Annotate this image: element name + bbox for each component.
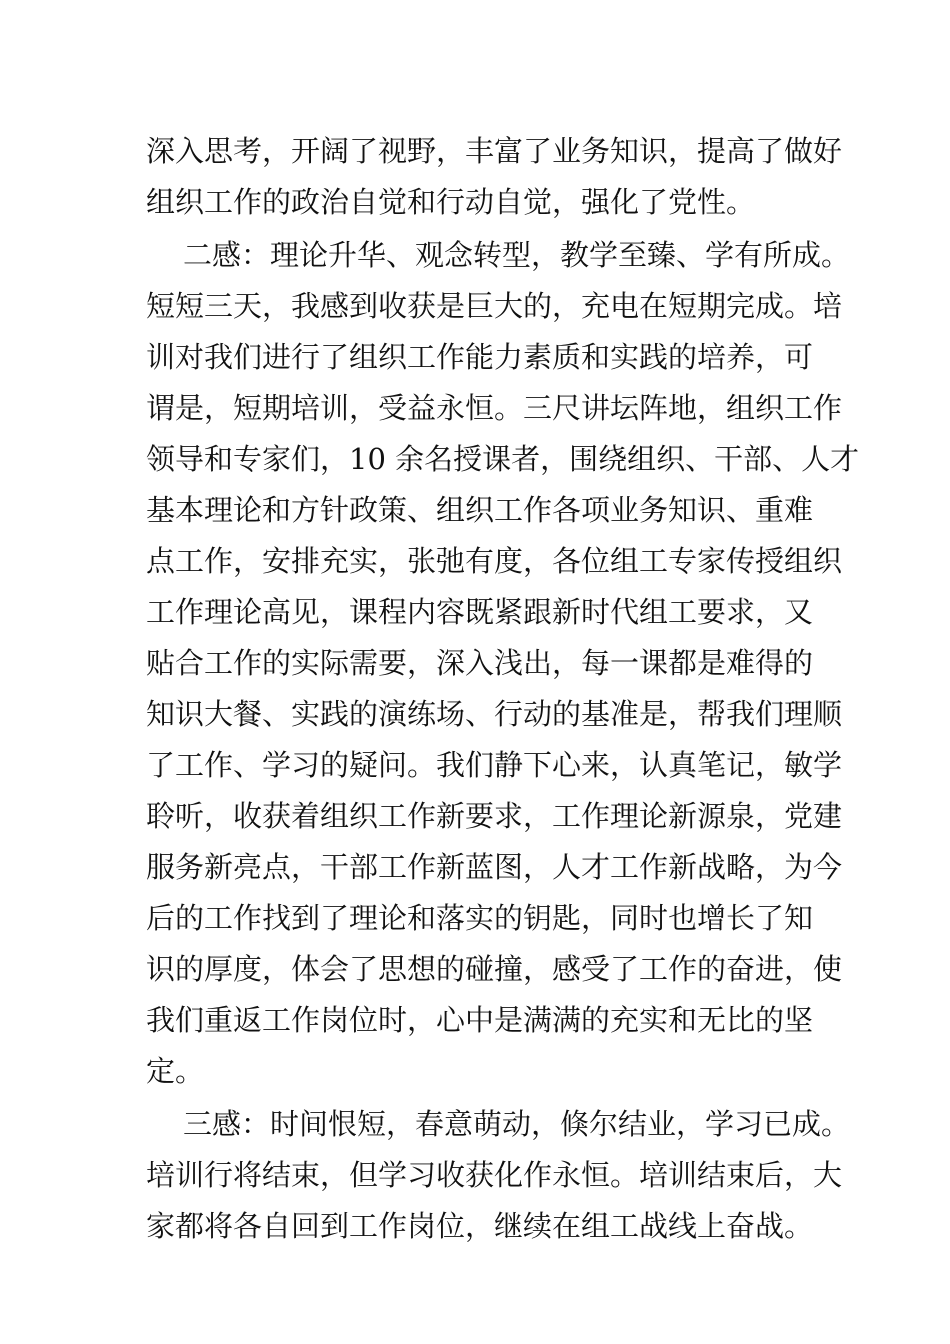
paragraph [146,1099,851,1252]
text-line: 基本理论和方针政策、组织工作各项业务知识、重难 [146,493,814,527]
text-line: 培训行将结束，但学习收获化作永恒。培训结束后，大 [146,1158,843,1192]
text-line: 聆听，收获着组织工作新要求，工作理论新源泉，党建 [146,799,843,833]
text-line: 领导和专家们，10 余名授课者，围绕组织、干部、人才 [146,442,860,476]
text-line: 谓是，短期培训，受益永恒。三尺讲坛阵地，组织工作 [146,391,843,425]
text-line: 贴合工作的实际需要，深入浅出，每一课都是难得的 [146,646,814,680]
text-line: 后的工作找到了理论和落实的钥匙，同时也增长了知 [146,901,814,935]
text-line: 知识大餐、实践的演练场、行动的基准是，帮我们理顺 [146,697,843,731]
text-line: 训对我们进行了组织工作能力素质和实践的培养，可 [146,340,814,374]
paragraph [146,126,843,228]
text-line: 家都将各自回到工作岗位，继续在组工战线上奋战。 [146,1209,814,1243]
text-line: 了工作、学习的疑问。我们静下心来，认真笔记，敏学 [146,748,843,782]
text-line: 点工作，安排充实，张弛有度，各位组工专家传授组织 [146,544,843,578]
text-line: 三感：时间恨短，春意萌动，倏尔结业，学习已成。 [183,1107,851,1141]
body-text [146,126,860,1252]
text-line: 短短三天，我感到收获是巨大的，充电在短期完成。培 [146,289,843,323]
text-line: 组织工作的政治自觉和行动自觉，强化了党性。 [146,185,756,219]
text-line: 识的厚度，体会了思想的碰撞，感受了工作的奋进，使 [146,952,843,986]
text-line: 工作理论高见，课程内容既紧跟新时代组工要求，又 [146,595,814,629]
paragraph [146,230,860,1097]
text-line: 服务新亮点，干部工作新蓝图，人才工作新战略，为今 [146,850,843,884]
text-line: 二感：理论升华、观念转型，教学至臻、学有所成。 [183,238,851,272]
text-line: 定。 [146,1054,205,1088]
text-line: 深入思考，开阔了视野，丰富了业务知识，提高了做好 [146,134,843,168]
text-line: 我们重返工作岗位时，心中是满满的充实和无比的坚 [146,1003,814,1037]
